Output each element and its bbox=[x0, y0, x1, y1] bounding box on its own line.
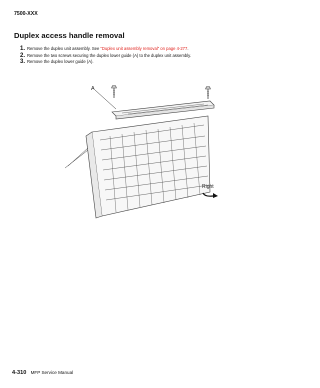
duplex-unit-frame bbox=[65, 116, 210, 218]
duplex-unit-illustration bbox=[60, 84, 230, 220]
procedure-steps bbox=[20, 46, 290, 66]
manual-title: MFP Service Manual bbox=[30, 370, 74, 375]
step-number: 3. bbox=[20, 59, 26, 66]
orientation-arrowhead-icon bbox=[213, 193, 218, 198]
step-text: Remove the duplex lower guide (A). bbox=[27, 59, 94, 65]
step-number: 1. bbox=[20, 46, 26, 52]
step-number: 2. bbox=[20, 52, 26, 59]
step-2 bbox=[20, 53, 290, 60]
duplex-lower-guide bbox=[112, 101, 214, 119]
step-text bbox=[27, 46, 188, 53]
cross-reference-link[interactable]: “Duplex unit assembly removal” on page 4-277 bbox=[100, 46, 188, 51]
callout-leader-line bbox=[95, 90, 116, 109]
callout-label-a: A bbox=[91, 86, 95, 92]
page-footer bbox=[12, 370, 73, 376]
step-3 bbox=[20, 59, 290, 66]
page-number: 4-310 bbox=[12, 370, 27, 376]
section-title: Duplex access handle removal bbox=[14, 31, 125, 40]
manual-model-code: 7500-XXX bbox=[14, 11, 38, 17]
step-text-lead: Remove the duplex unit assembly. See bbox=[27, 46, 101, 51]
step-1 bbox=[20, 46, 290, 53]
screw-left bbox=[112, 86, 117, 98]
screw-right bbox=[206, 87, 211, 99]
step-text-suffix: . bbox=[187, 46, 189, 51]
step-text: Remove the two screws securing the duplex lower guide (A) to the duplex unit assembly. bbox=[27, 52, 192, 58]
orientation-label-right: Right bbox=[202, 184, 214, 190]
